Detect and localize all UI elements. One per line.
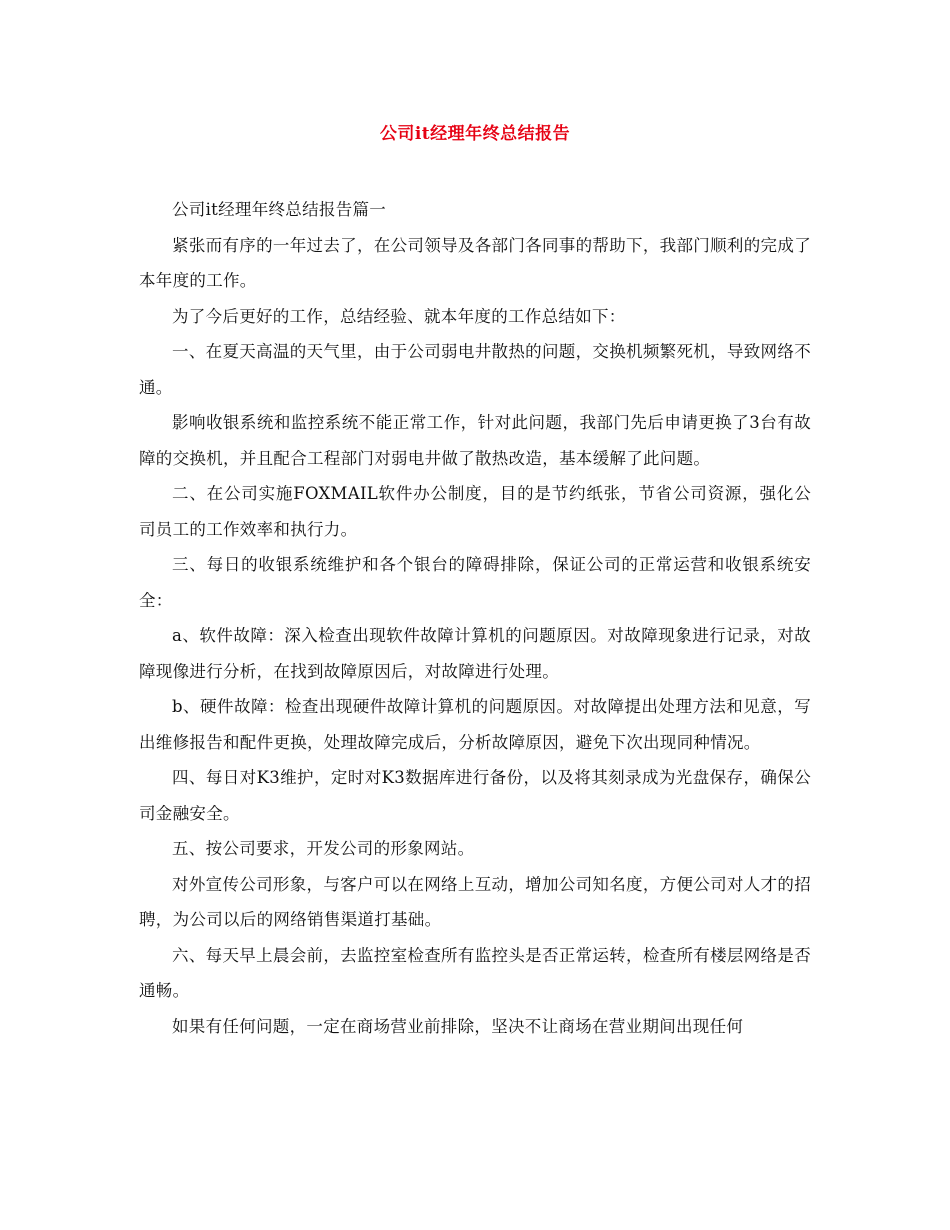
paragraph: 紧张而有序的一年过去了，在公司领导及各部门各同事的帮助下，我部门顺利的完成了本年度的工作。 [139,235,811,290]
document-title: 公司it经理年终总结报告 [379,124,571,144]
paragraph: 公司it经理年终总结报告篇一 [172,200,387,219]
paragraph: 影响收银系统和监控系统不能正常工作，针对此问题，我部门先后申请更换了3台有故障的交换机，并且配合工程部门对弱电井做了散热改造，基本缓解了此问题。 [139,413,811,468]
paragraph: 一、在夏天高温的天气里，由于公司弱电井散热的问题，交换机频繁死机，导致网络不通。 [139,342,811,397]
paragraph: 为了今后更好的工作，总结经验、就本年度的工作总结如下： [172,306,626,326]
document-body [139,192,811,1044]
paragraph: b、硬件故障：检查出现硬件故障计算机的问题原因。对故障提出处理方法和见意，写出维修报告和配件更换，处理故障完成后，分析故障原因，避免下次出现同种情况。 [139,697,811,752]
paragraph: 如果有任何问题，一定在商场营业前排除，坚决不让商场在营业期间出现任何 [172,1016,744,1036]
paragraph: 对外宣传公司形象，与客户可以在网络上互动，增加公司知名度，方便公司对人才的招聘，为公司以后的网络销售渠道打基础。 [139,874,811,929]
paragraph: 四、每日对K3维护，定时对K3数据库进行备份，以及将其刻录成为光盘保存，确保公司金融安全。 [139,768,811,823]
paragraph: a、软件故障：深入检查出现软件故障计算机的问题原因。对故障现象进行记录，对故障现像进行分析，在找到故障原因后，对故障进行处理。 [139,626,811,681]
paragraph: 五、按公司要求，开发公司的形象网站。 [172,839,475,858]
paragraph: 三、每日的收银系统维护和各个银台的障碍排除，保证公司的正常运营和收银系统安全： [139,555,811,610]
paragraph: 二、在公司实施FOXMAIL软件办公制度，目的是节约纸张，节省公司资源，强化公司员工的工作效率和执行力。 [139,484,811,539]
paragraph: 六、每天早上晨会前，去监控室检查所有监控头是否正常运转，检查所有楼层网络是否通畅。 [139,945,811,1000]
